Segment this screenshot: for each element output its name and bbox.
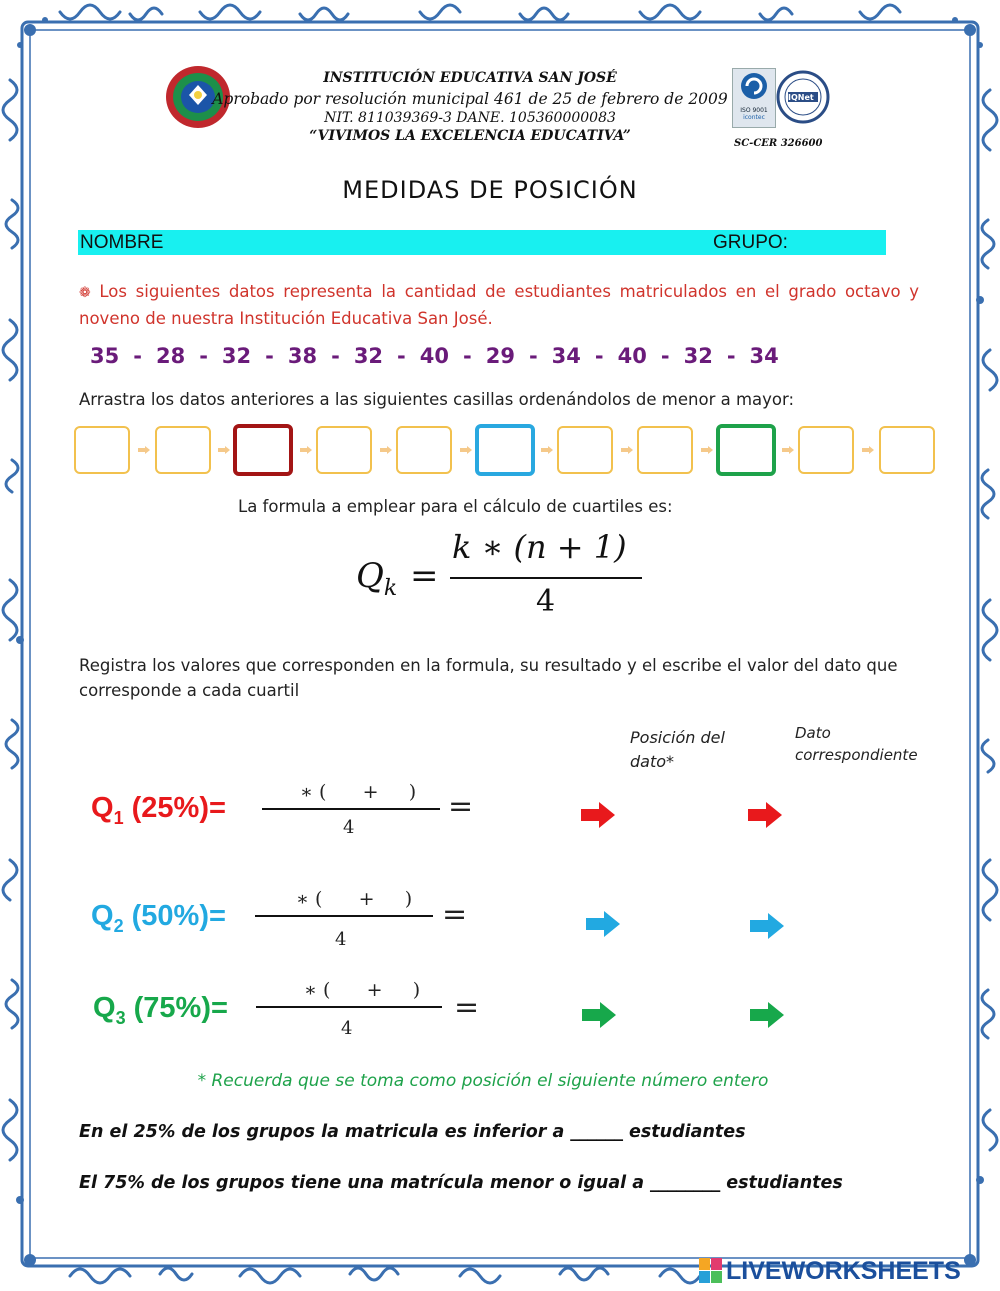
flower-bullet-icon: ❁ (79, 285, 91, 301)
formula-equals: = (410, 556, 439, 596)
certificate-code: SC-CER 326600 (734, 138, 823, 149)
drop-box-2[interactable] (155, 426, 211, 474)
drop-box-8[interactable] (637, 426, 693, 474)
data-value[interactable]: 40 (617, 344, 647, 368)
q3-denominator: 4 (341, 1018, 353, 1039)
formula-denominator: 4 (536, 584, 556, 619)
q1-fraction-line (262, 808, 440, 810)
q1-denominator: 4 (343, 817, 355, 838)
formula-numerator: k ∗ (n + 1) (452, 528, 627, 566)
q2-percent: (50%)= (123, 900, 226, 932)
q3-equals: = (454, 990, 480, 1025)
page-title: MEDIDAS DE POSICIÓN (342, 176, 638, 204)
q1-position-arrow-icon (581, 802, 615, 828)
register-instruction: Registra los valores que corresponden en la formula, su resultado y el escribe el valor del dato que corresponde a cada cuartil (79, 656, 898, 700)
drop-box-5[interactable] (396, 426, 452, 474)
q1-percent: (25%)= (123, 792, 226, 824)
q3-label (93, 992, 228, 1029)
connector-arrow-icon (300, 446, 312, 454)
q1-numerator[interactable]: ∗ ( + ) (300, 781, 417, 803)
drop-box-11[interactable] (879, 426, 935, 474)
name-field-label[interactable]: NOMBRE (80, 232, 164, 253)
data-separator: - (265, 344, 274, 368)
formula-lhs: Q (356, 556, 384, 596)
reminder-note: * Recuerda que se toma como posición el siguiente número entero (197, 1071, 769, 1091)
q3-symbol: Q (93, 992, 116, 1024)
iso-label: ISO 9001 (740, 107, 768, 114)
approval-text: Aprobado por resolución municipal 461 de 25 de febrero de 2009 (212, 90, 728, 108)
drop-box-3-q1[interactable] (233, 424, 293, 476)
quartile-formula (356, 528, 656, 622)
q3-position-arrow-icon (582, 1002, 616, 1028)
data-value[interactable]: 32 (221, 344, 252, 368)
q2-subscript: 2 (113, 915, 124, 936)
icontec-logo (732, 68, 776, 128)
data-column-header: Dato correspondiente (795, 724, 918, 764)
q2-label (91, 900, 226, 937)
institution-motto: “VIVIMOS LA EXCELENCIA EDUCATIVA” (309, 128, 631, 144)
connector-arrow-icon (621, 446, 633, 454)
connector-arrow-icon (460, 446, 472, 454)
q2-fraction-line (255, 915, 433, 917)
institution-ids: NIT. 811039369-3 DANE. 105360000083 (324, 110, 616, 126)
data-value[interactable]: 40 (419, 344, 449, 368)
q1-equals: = (448, 789, 474, 824)
iqnet-label: IQNet (788, 93, 814, 102)
data-separator: - (199, 344, 208, 368)
data-value[interactable]: 32 (353, 344, 384, 368)
data-separator: - (594, 344, 604, 368)
icontec-icon (733, 69, 775, 103)
q3-subscript: 3 (115, 1007, 126, 1028)
icontec-label: icontec (743, 114, 765, 121)
q2-denominator: 4 (335, 929, 347, 950)
data-values-row (90, 344, 910, 374)
drop-box-9-q3[interactable] (716, 424, 776, 476)
q2-position-arrow-icon (586, 911, 620, 937)
data-value[interactable]: 29 (485, 344, 515, 368)
statement-q3[interactable]: El 75% de los grupos tiene una matrícula menor o igual a ________ estudiantes (79, 1173, 843, 1193)
connector-arrow-icon (701, 446, 713, 454)
connector-arrow-icon (862, 446, 874, 454)
q1-subscript: 1 (113, 807, 124, 828)
data-separator: - (726, 344, 736, 368)
data-value[interactable]: 34 (749, 344, 779, 368)
drag-instruction: Arrastra los datos anteriores a las siguientes casillas ordenándolos de menor a mayor: (79, 390, 795, 409)
data-value[interactable]: 35 (90, 344, 120, 368)
connector-arrow-icon (380, 446, 392, 454)
q1-symbol: Q (91, 792, 114, 824)
formula-subscript: k (383, 575, 398, 601)
connector-arrow-icon (218, 446, 230, 454)
data-separator: - (397, 344, 406, 368)
q2-data-arrow-icon (750, 913, 784, 939)
data-value[interactable]: 38 (287, 344, 318, 368)
q2-equals: = (442, 897, 468, 932)
q1-data-arrow-icon (748, 802, 782, 828)
drop-box-7[interactable] (557, 426, 613, 474)
drop-box-10[interactable] (798, 426, 854, 474)
data-separator: - (660, 344, 670, 368)
statement-q1[interactable]: En el 25% de los grupos la matricula es inferior a ______ estudiantes (79, 1122, 746, 1142)
formula-fraction-line (450, 577, 642, 579)
q3-fraction-line (256, 1006, 442, 1008)
connector-arrow-icon (138, 446, 150, 454)
intro-text: Los siguientes datos representa la cantidad de estudiantes matriculados en el grado octavo y noveno de nuestra Institución Educativa San José. (79, 282, 919, 328)
q2-numerator[interactable]: ∗ ( + ) (296, 888, 413, 910)
data-separator: - (133, 344, 142, 368)
data-separator: - (331, 344, 340, 368)
data-value[interactable]: 28 (155, 344, 186, 368)
group-field-label[interactable]: GRUPO: (713, 232, 788, 253)
connector-arrow-icon (541, 446, 553, 454)
watermark-text: LIVEWORKSHEETS (726, 1256, 961, 1285)
liveworksheets-watermark (698, 1256, 961, 1286)
q3-numerator[interactable]: ∗ ( + ) (304, 979, 421, 1001)
institution-name: INSTITUCIÓN EDUCATIVA SAN JOSÉ (323, 70, 617, 86)
drop-box-1[interactable] (74, 426, 130, 474)
q3-data-arrow-icon (750, 1002, 784, 1028)
q3-percent: (75%)= (125, 992, 228, 1024)
connector-arrow-icon (782, 446, 794, 454)
q1-label (91, 792, 226, 829)
data-separator: - (463, 344, 472, 368)
q2-symbol: Q (91, 900, 114, 932)
drop-box-4[interactable] (316, 426, 372, 474)
intro-paragraph (79, 279, 919, 331)
position-column-header: Posición del dato* (630, 728, 725, 771)
data-separator: - (528, 344, 538, 368)
formula-caption: La formula a emplear para el cálculo de cuartiles es: (238, 497, 673, 516)
data-value[interactable]: 32 (683, 344, 713, 368)
drop-box-6-q2[interactable] (475, 424, 535, 476)
data-value[interactable]: 34 (551, 344, 581, 368)
liveworksheets-logo-icon (698, 1257, 724, 1285)
